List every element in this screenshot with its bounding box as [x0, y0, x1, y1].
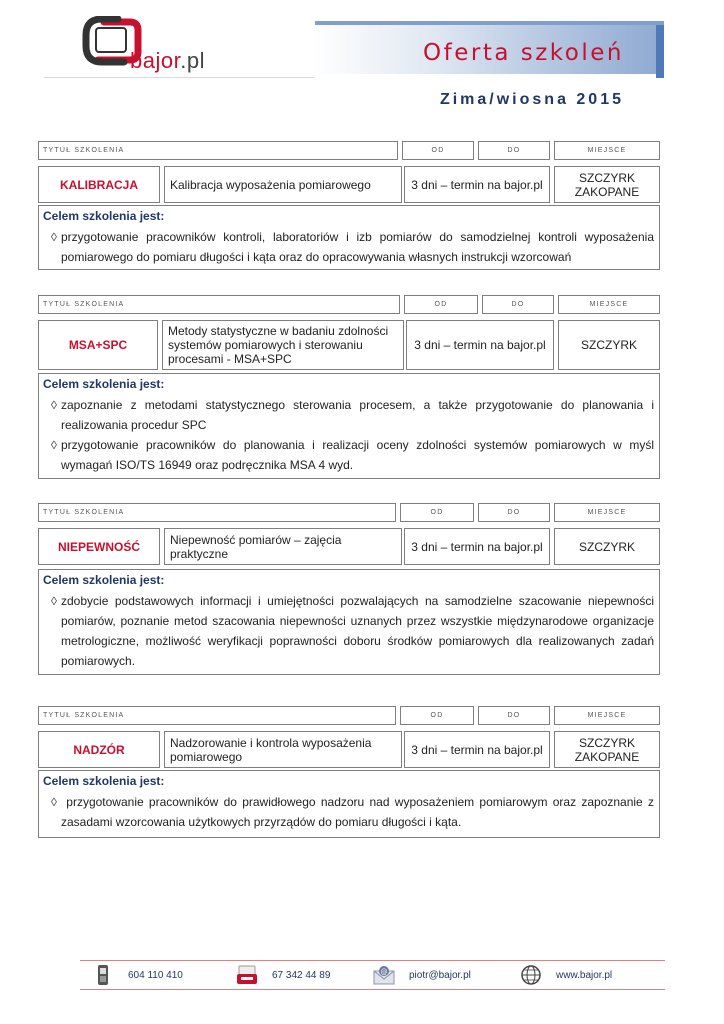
diamond-bullet-icon: ◊ [51, 594, 57, 608]
course-name: Metody statystyczne w badaniu zdolności systemów pomiarowych i sterowaniu procesami - MSA+SPC [162, 320, 404, 370]
course-place: SZCZYRK ZAKOPANE [554, 731, 660, 768]
diamond-bullet-icon: ◊ [51, 398, 57, 412]
diamond-bullet-icon: ◊ [51, 438, 57, 452]
page-title: Oferta szkoleń [423, 40, 624, 66]
footer-web[interactable]: www.bajor.pl [520, 963, 612, 987]
course-goals [38, 770, 660, 838]
banner-accent [656, 25, 664, 78]
course-code: MSA+SPC [38, 320, 158, 370]
goal-item: ◊ przygotowanie pracowników do planowania i realizacji oceny zdolności systemów pomiarowych w myśl wymagań ISO/TS 16949 oraz podręcznika MSA 4 wyd. [43, 435, 654, 475]
column-to-header: DO [478, 141, 550, 160]
column-place-header: MIEJSCE [554, 706, 660, 725]
column-to-header: DO [478, 706, 550, 725]
footer-email[interactable]: @ piotr@bajor.pl [373, 963, 471, 987]
footer-phone: 604 110 410 [92, 963, 183, 987]
course-code: NADZÓR [38, 731, 160, 768]
fax-icon [236, 964, 258, 986]
course-date: 3 dni – termin na bajor.pl [404, 166, 550, 203]
column-place-header: MIEJSCE [558, 295, 660, 314]
course-goals [38, 373, 660, 479]
course-place: SZCZYRK ZAKOPANE [554, 166, 660, 203]
column-title-header: TYTUŁ SZKOLENIA [38, 706, 396, 725]
column-from-header: OD [404, 295, 478, 314]
globe-icon [520, 964, 542, 986]
goal-item: ◊ zdobycie podstawowych informacji i umiejętności pozwalających na samodzielne szacowanie niepewności pomiarów, poznanie metod szacowania niepewności uznanych przez wszystkie międzynarodowe organizacje metrologiczne, możliwość weryfikacji poprawności doboru środków pomiarowych dla realizowanych zadań pomiarowych. [43, 591, 654, 671]
column-title-header: TYTUŁ SZKOLENIA [38, 141, 398, 160]
diamond-bullet-icon: ◊ [51, 795, 57, 809]
goal-heading: Celem szkolenia jest: [43, 377, 165, 391]
column-place-header: MIEJSCE [554, 141, 660, 160]
course-code: KALIBRACJA [38, 166, 160, 203]
course-name: Niepewność pomiarów – zajęcia praktyczne [164, 528, 402, 565]
course-goals [38, 569, 660, 675]
course-name: Nadzorowanie i kontrola wyposażenia pomiarowego [164, 731, 402, 768]
goal-heading: Celem szkolenia jest: [43, 774, 165, 788]
email-icon [373, 964, 395, 986]
bajor-logo [74, 14, 224, 86]
course-place: SZCZYRK [558, 320, 660, 370]
course-code: NIEPEWNOŚĆ [38, 528, 160, 565]
footer-divider-bottom [80, 989, 665, 990]
column-title-header: TYTUŁ SZKOLENIA [38, 295, 400, 314]
column-from-header: OD [402, 141, 474, 160]
svg-text:@: @ [380, 968, 388, 976]
goal-item: ◊ przygotowanie pracowników do prawidłowego nadzoru nad wyposażeniem pomiarowym oraz zapoznanie z zasadami wzorcowania użytkowych przyrządów do pomiaru długości i kąta. [43, 792, 654, 832]
page-subtitle: Zima/wiosna 2015 [439, 91, 624, 108]
course-goals [38, 205, 660, 270]
logo-divider [44, 77, 314, 78]
logo-text: bajor.pl [130, 48, 205, 73]
course-date: 3 dni – termin na bajor.pl [404, 528, 550, 565]
goal-heading: Celem szkolenia jest: [43, 573, 165, 587]
column-title-header: TYTUŁ SZKOLENIA [38, 503, 396, 522]
column-from-header: OD [400, 706, 474, 725]
course-name: Kalibracja wyposażenia pomiarowego [164, 166, 402, 203]
header-banner [315, 21, 664, 74]
diamond-bullet-icon: ◊ [51, 230, 57, 244]
goal-heading: Celem szkolenia jest: [43, 209, 165, 223]
footer-divider-top [80, 960, 665, 961]
course-place: SZCZYRK [554, 528, 660, 565]
column-place-header: MIEJSCE [554, 503, 660, 522]
column-to-header: DO [478, 503, 550, 522]
footer-fax: 67 342 44 89 [236, 963, 330, 987]
goal-item: ◊ przygotowanie pracowników kontroli, laboratoriów i izb pomiarów do samodzielnej kontroli wyposażenia pomiarowego do pomiaru długości i kąta oraz do opracowywania własnych instrukcji wzorcowań [43, 227, 654, 267]
column-from-header: OD [400, 503, 474, 522]
goal-item: ◊ zapoznanie z metodami statystycznego sterowania procesem, a także przygotowanie do planowania i realizowania procedur SPC [43, 395, 654, 435]
column-to-header: DO [482, 295, 554, 314]
mobile-phone-icon [92, 964, 114, 986]
course-date: 3 dni – termin na bajor.pl [404, 731, 550, 768]
course-date: 3 dni – termin na bajor.pl [406, 320, 554, 370]
